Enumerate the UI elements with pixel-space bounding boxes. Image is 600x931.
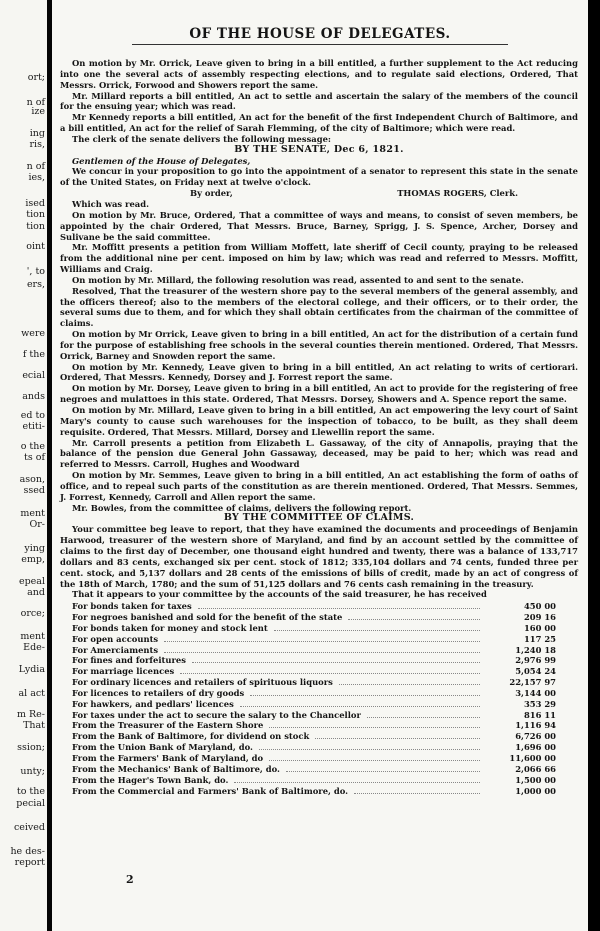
fragment-text: ment (20, 508, 45, 519)
ledger-amount: 11,600 00 (509, 753, 556, 763)
ledger-label: For open accounts (72, 633, 159, 644)
ledger-row (60, 666, 578, 677)
fragment-text: ason, (19, 474, 45, 485)
ledger-row (60, 699, 578, 710)
ledger-amount: 160 00 (523, 622, 556, 633)
ledger-label: For Amerciaments (72, 644, 159, 655)
fragment-text: unty; (20, 766, 45, 777)
ledger-row (60, 655, 578, 666)
ledger-amount: 1,000 00 (515, 785, 556, 796)
ledger-row (60, 764, 578, 775)
ledger-amount: 6,726 00 (515, 731, 556, 742)
ledger-amount: 1,240 18 (515, 644, 556, 655)
fragment-text: ed to (20, 410, 45, 421)
fragment-text: ts of (24, 452, 45, 463)
fragment-text: were (21, 328, 45, 339)
fragment-text: orce; (20, 608, 45, 619)
ledger-amount: 1,696 00 (515, 742, 556, 753)
fragment-text: Or- (29, 519, 45, 530)
page-title: OF THE HOUSE OF DELEGATES. (189, 26, 451, 42)
committee-heading: BY THE COMMITTEE OF CLAIMS. (223, 512, 415, 524)
leader-dots (269, 760, 480, 761)
leader-dots (315, 738, 480, 739)
paragraph: Mr Kennedy reports a bill entitled, An act for the benefit of the first Independent Church of Baltimore, and a bill entitled, An act for the relief of Sarah Flemming, of the city of Baltimore; which were read. (60, 112, 578, 134)
ledger-label: From the Bank of Baltimore, for dividend on stock (72, 731, 310, 742)
senate-heading: BY THE SENATE, Dec 6, 1821. (234, 143, 404, 155)
scan-edge (588, 0, 600, 931)
ledger-row (60, 601, 578, 612)
ledger-amount: 2,976 99 (515, 655, 556, 666)
document-body (60, 58, 578, 796)
fragment-text: ers, (26, 279, 45, 290)
fragment-text: etiti- (22, 421, 45, 432)
fragment-text: ', to (26, 266, 45, 277)
ledger-amount: 2,066 66 (515, 763, 556, 774)
ledger-label: From the Farmers' Bank of Maryland, do (72, 753, 264, 763)
fragment-text: m Re- (16, 709, 45, 720)
fragment-text: ort; (27, 72, 45, 83)
fragment-text: tion (26, 221, 45, 232)
ledger-label: For hawkers, and pedlars' licences (72, 698, 234, 709)
paragraph: On motion by Mr. Bruce, Ordered, That a committee of ways and means, to consist of seven members, be appointed by the chair Ordered, That Messrs. Bruce, Barney, Sprigg, J. S. Spence, Archer, Dorsey and Sulivane be the said committee. (60, 209, 578, 242)
by-order: By order, (190, 188, 233, 199)
ledger-amount: 1,116 94 (515, 720, 556, 731)
salutation: Gentlemen of the House of Delegates, (72, 155, 251, 166)
ledger-row (60, 731, 578, 742)
ledger-row (60, 720, 578, 731)
leader-dots (259, 749, 480, 750)
ledger-label: From the Hager's Town Bank, do. (72, 774, 229, 785)
resolution: Resolved, That the treasurer of the western shore pay to the several members of the general assembly, and the officers thereof; also to the members of the electoral college, and their officers, or to their order, the several sums due to them, and for which they shall obtain certificates from the chairman of the committee of claims. (60, 285, 578, 329)
adjacent-page-fragment (0, 0, 47, 931)
ledger-row (60, 623, 578, 634)
paragraph: Mr. Moffitt presents a petition from William Moffett, late sheriff of Cecil county, praying to be released from the additional nine per cent. imposed on him by law; which was read and referred to Messrs. Moffitt, Williams and Craig. (60, 242, 578, 275)
ledger-row (60, 688, 578, 699)
leader-dots (250, 695, 480, 696)
ledger-intro: That it appears to your committee by the accounts of the said treasurer, he has received (72, 589, 487, 600)
fragment-text: ecial (22, 370, 45, 381)
paragraph: On motion by Mr. Millard, the following resolution was read, assented to and sent to the senate. (72, 274, 524, 285)
ledger-amount: 5,054 24 (515, 666, 556, 677)
paragraph: On motion by Mr. Dorsey, Leave given to bring in a bill entitled, An act to provide for the registering of free negroes and mulattoes in this state. Ordered, That Messrs. Dorsey, Showers and A. Spence report the same. (60, 383, 578, 405)
leader-dots (269, 727, 480, 728)
fragment-text: f the (22, 349, 45, 360)
fragment-text: report (14, 857, 45, 868)
fragment-text: n of (26, 161, 45, 172)
senate-message: We concur in your proposition to go into the appointment of a senator to represent this state in the senate of the United States, on Friday next at twelve o'clock. (60, 166, 578, 188)
ledger-label: For bonds taken for money and stock lent (72, 622, 268, 633)
ledger-label: For marriage licences (72, 666, 175, 677)
fragment-text: ised (25, 198, 45, 209)
ledger-label: For negroes banished and sold for the benefit of the state (72, 612, 343, 623)
ledger-table (60, 601, 578, 796)
paragraph: Which was read. (72, 198, 149, 209)
fragment-text: o the (20, 441, 45, 452)
ledger-label: From the Treasurer of the Eastern Shore (72, 720, 264, 731)
ledger-amount: 353 29 (523, 698, 556, 709)
page-number: 2 (126, 873, 134, 886)
leader-dots (367, 717, 480, 718)
paragraph: On motion by Mr. Kennedy, Leave given to bring in a bill entitled, An act relating to writs of certiorari. Ordered, That Messrs. Kennedy, Dorsey and J. Forrest report the same. (60, 361, 578, 383)
fragment-text: al act (18, 688, 45, 699)
ledger-row (60, 753, 578, 764)
fragment-text: ing (29, 128, 45, 139)
fragment-text: ceived (13, 822, 45, 833)
ledger-row (60, 710, 578, 721)
fragment-text: tion (26, 209, 45, 220)
leader-dots (274, 630, 480, 631)
ledger-row (60, 612, 578, 623)
leader-dots (234, 782, 480, 783)
fragment-text: ris, (29, 139, 45, 150)
clerk-signature: THOMAS ROGERS, Clerk. (397, 188, 518, 199)
title-rule (132, 44, 508, 45)
leader-dots (164, 641, 480, 642)
leader-dots (198, 608, 480, 609)
ledger-amount: 450 00 (523, 601, 556, 612)
ledger-amount: 3,144 00 (515, 687, 556, 698)
ledger-row (60, 677, 578, 688)
ledger-row (60, 645, 578, 656)
leader-dots (339, 684, 480, 685)
paragraph: On motion by Mr. Semmes, Leave given to bring in a bill entitled, An act establishing the form of oaths of office, and to repeal such parts of the constitution as are therein mentioned. Ordered, That Messrs. Semmes, J. Forrest, Kennedy, Carroll and Allen report the same. (60, 470, 578, 502)
ledger-label: For bonds taken for taxes (72, 601, 192, 612)
fragment-text: epeal (18, 576, 45, 587)
fragment-text: ying (24, 543, 45, 554)
report-text: Your committee beg leave to report, that they have examined the documents and proceedings of Benjamin Harwood, treasurer of the western shore of Maryland, and find by an account settled by the committee of claims to the first day of December, one thousand eight hundred and twenty, there was a balance of 133,717 dollars and 83 cents, exchanged six per cent. stock of 1812; 335,104 dollars and 74 cents, funded three per cent. stock, and 5,137 dollars and 28 cents of the emissions of bills of credit, made by an act of congress of the 18th of March, 1780; and the sum of 51,125 dollars and 76 cents cash remaining in the treasury. (60, 524, 578, 589)
ledger-amount: 209 16 (523, 612, 556, 623)
ledger-label: For ordinary licences and retailers of spirituous liquors (72, 677, 333, 688)
fragment-text: to the (16, 786, 45, 797)
ledger-amount: 117 25 (523, 633, 556, 644)
fragment-text: pecial (16, 798, 45, 809)
paragraph: The clerk of the senate delivers the following message: (72, 133, 331, 144)
fragment-text: ssed (23, 485, 45, 496)
leader-dots (164, 652, 480, 653)
ledger-label: For taxes under the act to secure the salary to the Chancellor (72, 709, 361, 720)
paragraph: Mr. Carroll presents a petition from Elizabeth L. Gassaway, of the city of Annapolis, praying that the balance of the pension due General John Gassaway, deceased, may be paid to her; which was read and referred to Messrs. Carroll, Hughes and Woodward (60, 437, 578, 470)
leader-dots (192, 662, 480, 663)
ledger-label: From the Union Bank of Maryland, do. (72, 742, 253, 753)
fragment-text: he des- (10, 846, 45, 857)
ledger-amount: 22,157 97 (509, 677, 556, 688)
paragraph: On motion by Mr. Millard, Leave given to bring in a bill entitled, An act empowering the levy court of Saint Mary's county to cause such warehouses for the inspection of tobacco, to be built, as they shall deem requisite. Ordered, That Messrs. Millard, Dorsey and Llewellin report the same. (60, 405, 578, 437)
fragment-text: emp, (21, 554, 45, 565)
leader-dots (180, 673, 480, 674)
paragraph: On motion by Mr Orrick, Leave given to bring in a bill entitled, An act for the distribution of a certain fund for the purpose of establishing free schools in the several counties therein mentioned. Ordered, That Messrs. Orrick, Barney and Snowden report the same. (60, 329, 578, 361)
ledger-label: For licences to retailers of dry goods (72, 687, 245, 698)
ledger-row (60, 634, 578, 645)
paragraph: Mr. Millard reports a bill entitled, An act to settle and ascertain the salary of the members of the council for the ensuing year; which was read. (60, 90, 578, 112)
fragment-text: ssion; (17, 742, 45, 753)
fragment-text: oint (26, 241, 45, 252)
ledger-label: For fines and forfeitures (72, 655, 186, 666)
fragment-text: ment (20, 631, 45, 642)
ledger-row (60, 775, 578, 786)
fragment-text: ies, (28, 172, 45, 183)
ledger-label: From the Mechanics' Bank of Baltimore, do. (72, 763, 280, 774)
paragraph: Mr. Bowles, from the committee of claims, delivers the following report. (72, 502, 412, 513)
paragraph: On motion by Mr. Orrick, Leave given to bring in a bill entitled, a further supplement to the Act reducing into one the several acts of assembly respecting elections, and to regulate said elections, Ordered, That Messrs. Orrick, Forwood and Showers report the same. (60, 58, 578, 90)
ledger-row (60, 742, 578, 753)
fragment-text: ands (22, 391, 45, 402)
fragment-text: and (27, 587, 45, 598)
document-page (52, 0, 588, 931)
ledger-amount: 816 11 (523, 709, 556, 720)
fragment-text: n of (26, 97, 45, 108)
fragment-text: ize (31, 106, 45, 117)
ledger-label: From the Commercial and Farmers' Bank of Baltimore, do. (72, 785, 349, 796)
leader-dots (348, 619, 480, 620)
leader-dots (286, 771, 480, 772)
ledger-row (60, 786, 578, 797)
leader-dots (354, 793, 480, 794)
fragment-text: That (23, 720, 45, 731)
fragment-text: Lydia (18, 664, 45, 675)
leader-dots (240, 706, 480, 707)
fragment-text: Ede- (23, 642, 45, 653)
ledger-amount: 1,500 00 (515, 774, 556, 785)
signature-line (60, 188, 578, 199)
